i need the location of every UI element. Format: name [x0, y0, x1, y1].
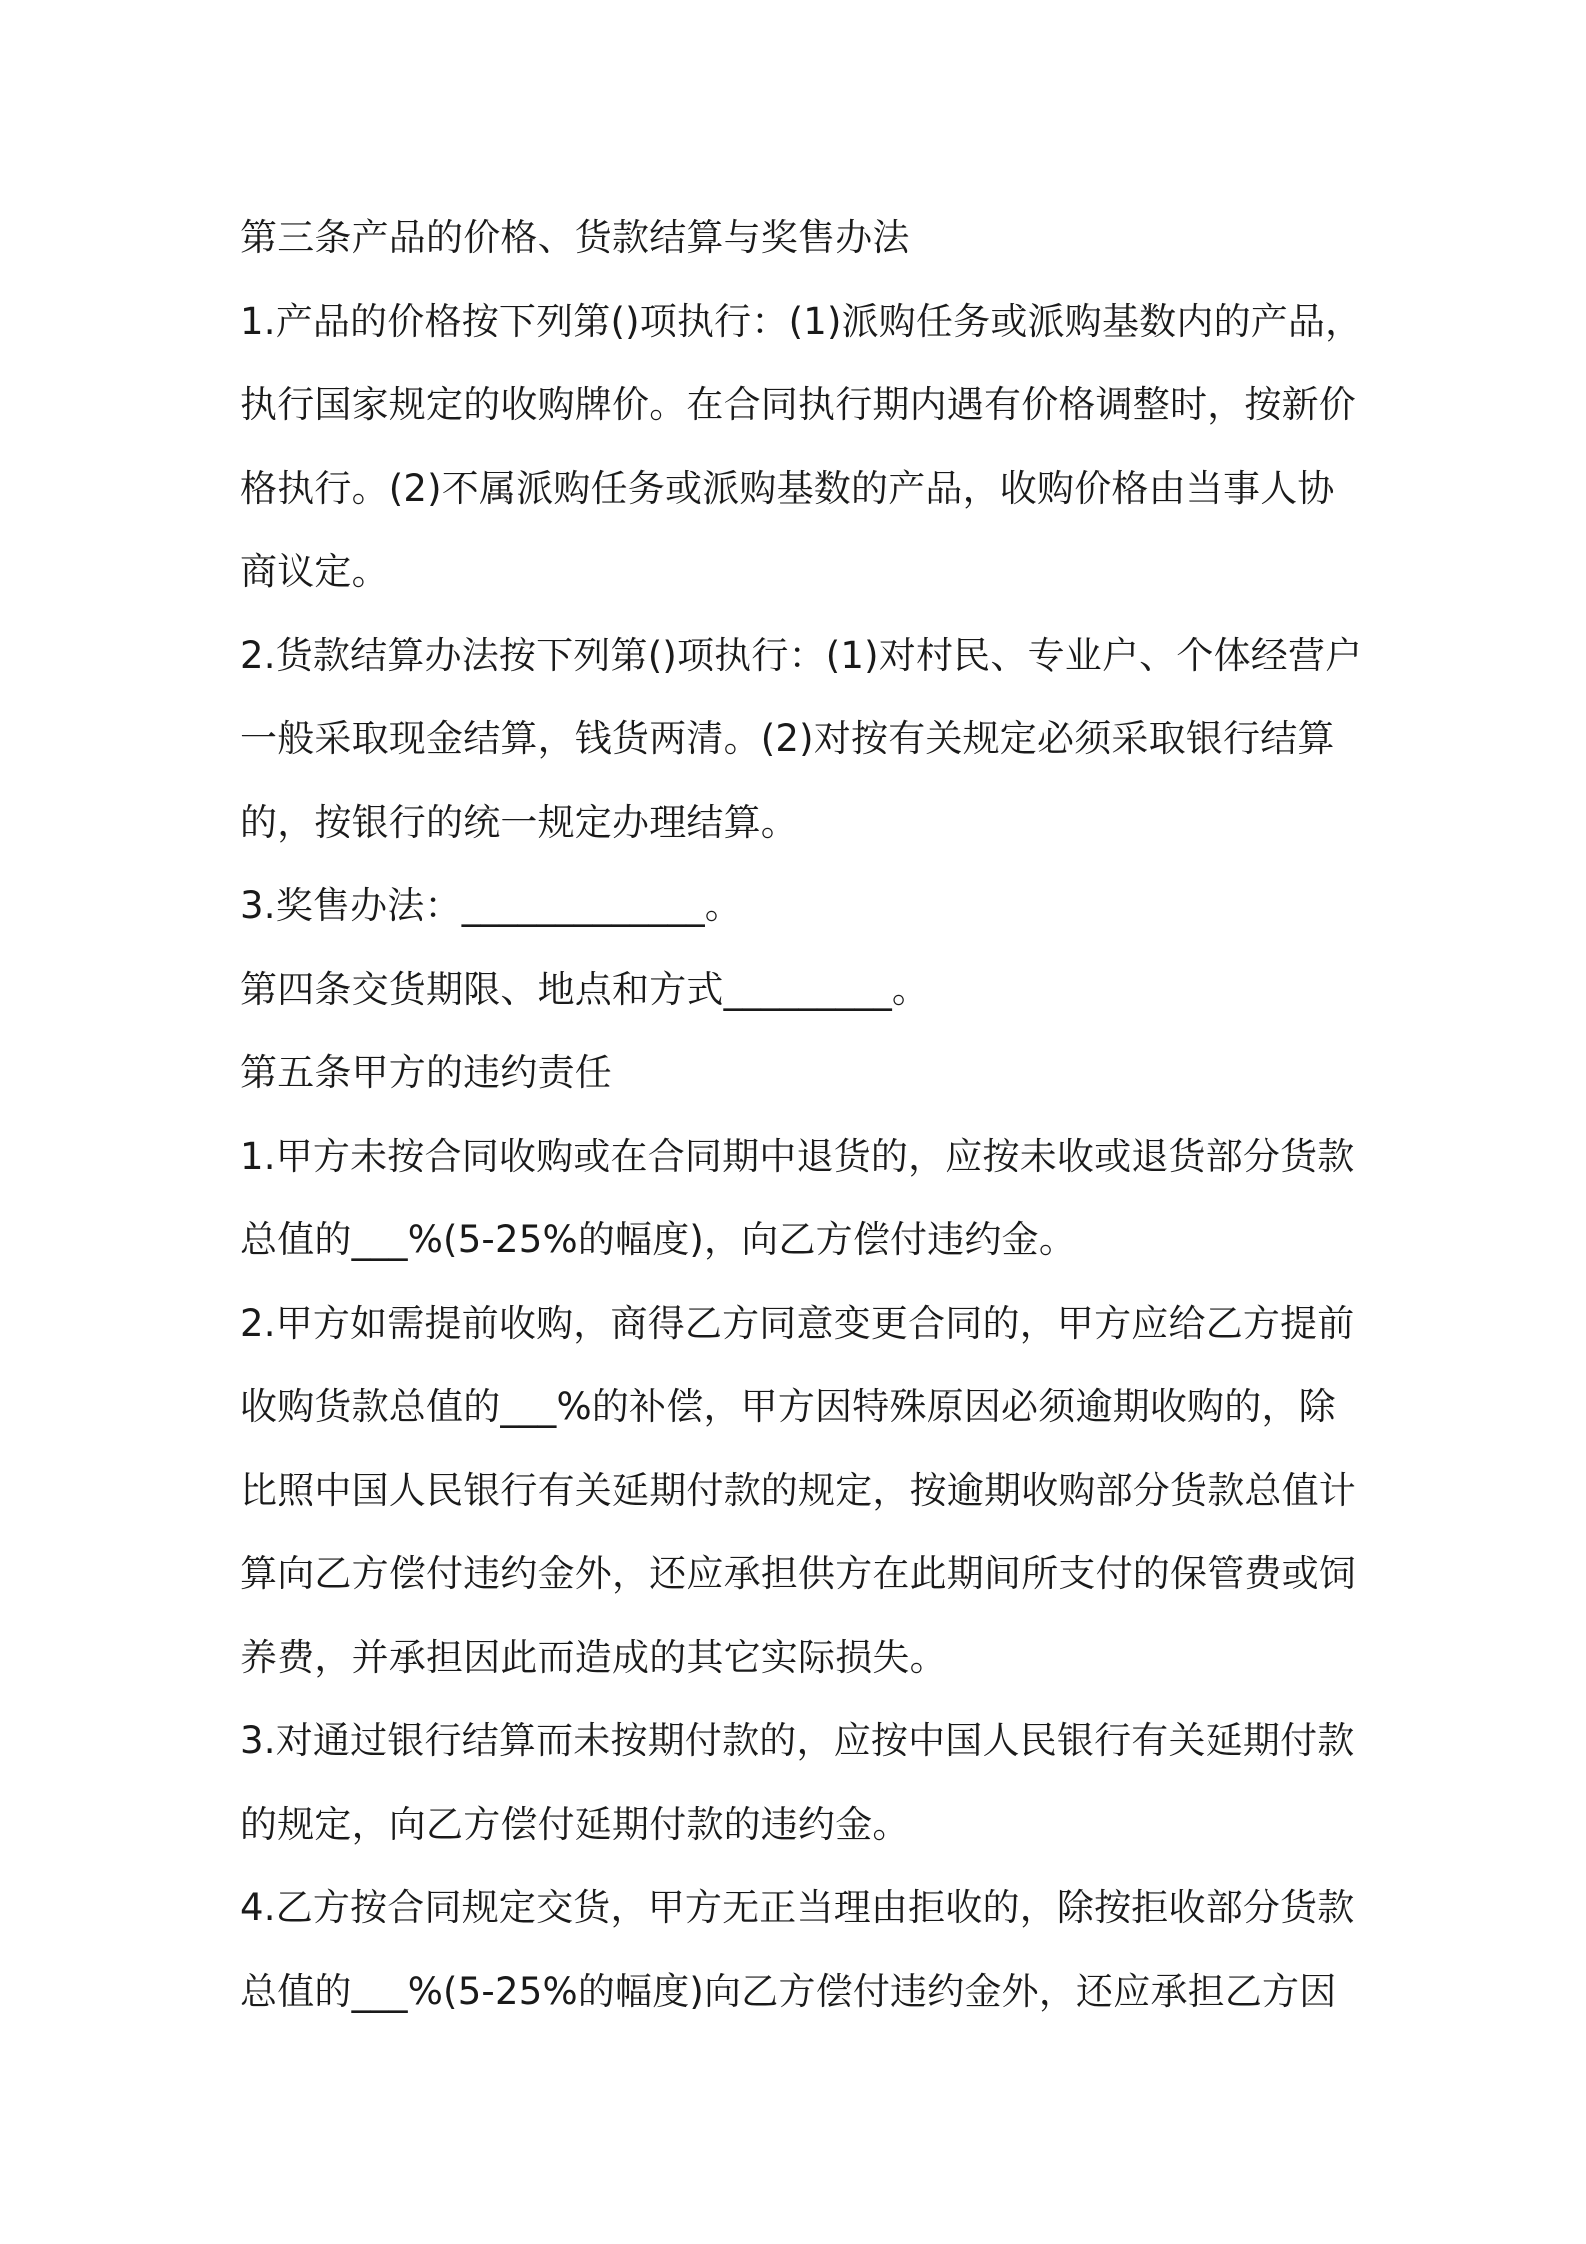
paragraph-line: 3.对通过银行结算而未按期付款的，应按中国人民银行有关延期付款	[240, 1719, 1355, 1762]
section-3-heading: 第三条产品的价格、货款结算与奖售办法	[240, 216, 910, 259]
contract-text	[240, 196, 1363, 2033]
paragraph-line: 2.甲方如需提前收购，商得乙方同意变更合同的，甲方应给乙方提前	[240, 1301, 1355, 1345]
paragraph-line: 4.乙方按合同规定交货，甲方无正当理由拒收的，除按拒收部分货款	[240, 1886, 1355, 1929]
paragraph-line: 的，按银行的统一规定办理结算。	[240, 800, 798, 844]
paragraph-line: 总值的___%(5-25%的幅度)，向乙方偿付违约金。	[240, 1218, 1077, 1261]
paragraph-line: 收购货款总值的___%的补偿，甲方因特殊原因必须逾期收购的，除	[240, 1385, 1336, 1428]
paragraph-line: 3.奖售办法：_____________。	[240, 884, 743, 927]
paragraph-line: 执行国家规定的收购牌价。在合同执行期内遇有价格调整时，按新价	[240, 383, 1356, 426]
paragraph-line: 养费，并承担因此而造成的其它实际损失。	[240, 1635, 947, 1679]
paragraph-line: 1.产品的价格按下列第()项执行：(1)派购任务或派购基数内的产品，	[240, 299, 1363, 343]
section-4-heading: 第四条交货期限、地点和方式_________。	[240, 967, 930, 1011]
paragraph-line: 1.甲方未按合同收购或在合同期中退货的，应按未收或退货部分货款	[240, 1134, 1355, 1178]
paragraph-line: 算向乙方偿付违约金外，还应承担供方在此期间所支付的保管费或饲	[240, 1552, 1356, 1595]
section-5-heading: 第五条甲方的违约责任	[240, 1051, 612, 1094]
paragraph-line: 商议定。	[240, 550, 389, 593]
paragraph-line: 一般采取现金结算，钱货两清。(2)对按有关规定必须采取银行结算	[240, 717, 1335, 760]
paragraph-line: 比照中国人民银行有关延期付款的规定，按逾期收购部分货款总值计	[240, 1468, 1356, 1512]
paragraph-line: 格执行。(2)不属派购任务或派购基数的产品，收购价格由当事人协	[240, 466, 1335, 510]
paragraph-line: 2.货款结算办法按下列第()项执行：(1)对村民、专业户、个体经营户	[240, 633, 1363, 677]
paragraph-line: 总值的___%(5-25%的幅度)向乙方偿付违约金外，还应承担乙方因	[240, 1969, 1337, 2013]
paragraph-line: 的规定，向乙方偿付延期付款的违约金。	[240, 1802, 910, 1846]
